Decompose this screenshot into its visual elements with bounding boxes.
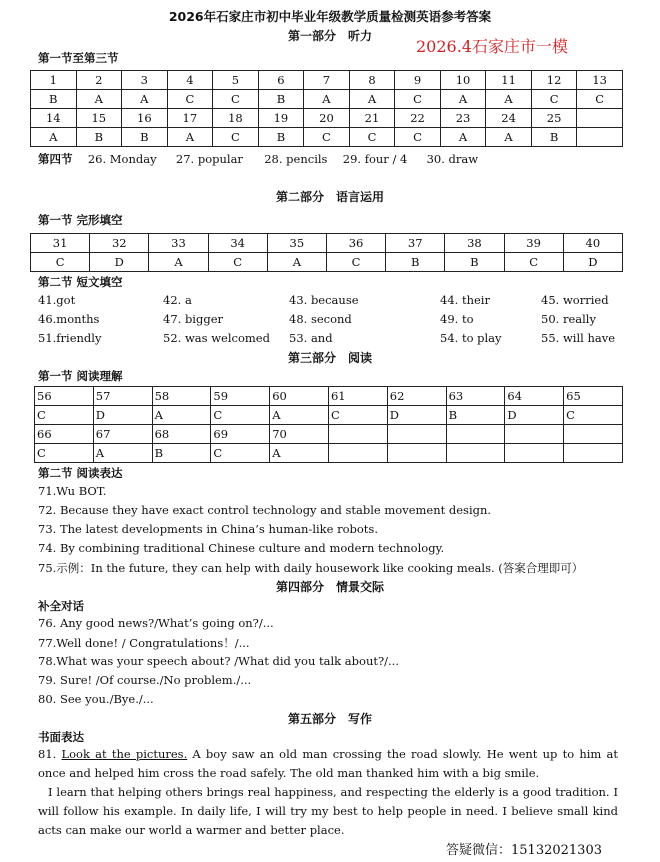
part3-title: 第三部分 阅读: [287, 351, 372, 365]
fill-answer: 43. because: [289, 293, 359, 307]
essay-paragraph-1: [38, 745, 618, 783]
section4-label: 第四节: [38, 152, 73, 166]
reading-cell: 60: [270, 387, 329, 406]
reading-cell: [387, 444, 446, 463]
listening-row: [31, 109, 623, 128]
listening-cell: C: [531, 90, 577, 109]
listening-cell: B: [31, 90, 77, 109]
reading-expression-title: 第二节 阅读表达: [38, 466, 123, 480]
listening-cell: 18: [213, 109, 259, 128]
fill-answer: 46.months: [38, 312, 100, 326]
listening-cell: 13: [577, 71, 623, 90]
listening-cell: 2: [76, 71, 122, 90]
reading-cell: B: [446, 406, 505, 425]
listening-cell: 14: [31, 109, 77, 128]
fill-answer: 41.got: [38, 293, 76, 307]
reading-cell: [505, 444, 564, 463]
cloze-cell: B: [386, 253, 445, 272]
cloze-cell: 36: [326, 234, 385, 253]
listening-cell: B: [258, 128, 304, 147]
reading-section-title: 第一节 阅读理解: [38, 369, 123, 383]
reading-cell: [564, 444, 623, 463]
fill-answer: 44. their: [440, 293, 490, 307]
cloze-cell: 33: [149, 234, 208, 253]
fill-answer: 48. second: [289, 312, 352, 326]
contact-info: 答疑微信：15132021303: [446, 843, 602, 858]
expression-answer: 75.示例：In the future, they can help with daily housework like cooking meals. (答案合理即可）: [38, 561, 584, 575]
reading-cell: A: [270, 444, 329, 463]
cloze-cell: 35: [267, 234, 326, 253]
listening-cell: B: [122, 128, 168, 147]
reading-cell: 59: [211, 387, 270, 406]
listening-cell: B: [258, 90, 304, 109]
reading-cell: C: [328, 406, 387, 425]
listening-cell: 15: [76, 109, 122, 128]
cloze-cell: C: [504, 253, 563, 272]
reading-row: [35, 444, 623, 463]
reading-cell: [446, 444, 505, 463]
fill-answer: 55. will have: [541, 331, 616, 345]
reading-cell: D: [93, 406, 152, 425]
fill-answer: 50. really: [541, 312, 596, 326]
listening-cell: B: [531, 128, 577, 147]
reading-cell: 64: [505, 387, 564, 406]
cloze-cell: B: [445, 253, 504, 272]
writing-section-title: 书面表达: [38, 730, 84, 744]
listening-cell: 3: [122, 71, 168, 90]
listening-cell: C: [577, 90, 623, 109]
reading-cell: A: [93, 444, 152, 463]
dialogue-answer: 80. See you./Bye./...: [38, 692, 154, 706]
listening-cell: 16: [122, 109, 168, 128]
expression-answer: 74. By combining traditional Chinese culture and modern technology.: [38, 541, 445, 555]
reading-cell: 63: [446, 387, 505, 406]
fill-answer: 47. bigger: [163, 312, 224, 326]
listening-cell: 5: [213, 71, 259, 90]
listening-cell: A: [167, 128, 213, 147]
fill-answer: 49. to: [440, 312, 474, 326]
listening-cell: A: [349, 90, 395, 109]
reading-cell: 68: [152, 425, 211, 444]
listening-answer-table: [30, 70, 623, 147]
reading-row: [35, 387, 623, 406]
part1-title: 第一部分 听力: [287, 29, 372, 43]
expression-answer: 71.Wu BOT.: [38, 484, 107, 498]
part1-section-title: 第一节至第三节: [38, 51, 119, 65]
cloze-cell: 40: [563, 234, 622, 253]
doc-title: 2026年石家庄市初中毕业年级教学质量检测英语参考答案: [168, 9, 492, 24]
cloze-cell: C: [326, 253, 385, 272]
reading-cell: C: [35, 406, 94, 425]
reading-row: [35, 425, 623, 444]
cloze-cell: C: [31, 253, 90, 272]
listening-cell: A: [304, 90, 350, 109]
reading-cell: C: [35, 444, 94, 463]
reading-cell: D: [505, 406, 564, 425]
fill-answer: 54. to play: [440, 331, 502, 345]
listening-cell: 21: [349, 109, 395, 128]
cloze-cell: D: [563, 253, 622, 272]
fill-answer: 45. worried: [541, 293, 609, 307]
part4-title: 第四部分 情景交际: [275, 580, 384, 594]
reading-cell: 69: [211, 425, 270, 444]
fill-answer: 52. was welcomed: [163, 331, 270, 345]
reading-cell: [505, 425, 564, 444]
reading-cell: D: [387, 406, 446, 425]
fill-answer: 42. a: [163, 293, 192, 307]
listening-cell: A: [31, 128, 77, 147]
listening-cell: 11: [486, 71, 532, 90]
listening-cell: A: [122, 90, 168, 109]
fill-answer: 51.friendly: [38, 331, 102, 345]
listening-row: [31, 128, 623, 147]
reading-cell: C: [564, 406, 623, 425]
reading-cell: 66: [35, 425, 94, 444]
cloze-cell: 37: [386, 234, 445, 253]
reading-cell: [387, 425, 446, 444]
expression-answer: 72. Because they have exact control technology and stable movement design.: [38, 503, 492, 517]
reading-cell: 65: [564, 387, 623, 406]
reading-cell: C: [211, 444, 270, 463]
listening-cell: 7: [304, 71, 350, 90]
listening-cell: [577, 128, 623, 147]
listening-cell: C: [167, 90, 213, 109]
reading-answer-table: [34, 386, 623, 463]
reading-cell: 62: [387, 387, 446, 406]
cloze-cell: D: [90, 253, 149, 272]
listening-cell: A: [486, 90, 532, 109]
reading-cell: [328, 425, 387, 444]
listening-cell: 4: [167, 71, 213, 90]
reading-cell: B: [152, 444, 211, 463]
listening-cell: C: [395, 128, 441, 147]
reading-row: [35, 406, 623, 425]
listening-cell: A: [486, 128, 532, 147]
answer-30: 30. draw: [426, 152, 479, 166]
listening-cell: C: [213, 128, 259, 147]
reading-cell: A: [152, 406, 211, 425]
listening-cell: 24: [486, 109, 532, 128]
listening-row: [31, 90, 623, 109]
listening-cell: C: [349, 128, 395, 147]
listening-cell: 17: [167, 109, 213, 128]
cloze-row: [31, 234, 623, 253]
answer-29: 29. four / 4: [342, 152, 408, 166]
cloze-cell: C: [208, 253, 267, 272]
essay-number: 81.: [38, 747, 62, 761]
cloze-section-title: 第一节 完形填空: [38, 213, 123, 227]
reading-cell: 61: [328, 387, 387, 406]
cloze-cell: A: [267, 253, 326, 272]
cloze-cell: 31: [31, 234, 90, 253]
fill-answer: 53. and: [289, 331, 333, 345]
part2-title: 第二部分 语言运用: [275, 190, 384, 204]
reading-cell: 67: [93, 425, 152, 444]
fill-section-title: 第二节 短文填空: [38, 275, 123, 289]
listening-cell: [577, 109, 623, 128]
cloze-answer-table: [30, 233, 623, 272]
listening-cell: C: [395, 90, 441, 109]
listening-cell: C: [304, 128, 350, 147]
exam-stamp: 2026.4石家庄市一模: [416, 37, 568, 56]
dialogue-answer: 78.What was your speech about? /What did you talk about?/...: [38, 654, 399, 668]
listening-cell: 10: [440, 71, 486, 90]
listening-cell: 20: [304, 109, 350, 128]
reading-cell: [446, 425, 505, 444]
essay-intro: Look at the pictures.: [61, 747, 188, 761]
cloze-cell: 32: [90, 234, 149, 253]
cloze-cell: 39: [504, 234, 563, 253]
listening-cell: 23: [440, 109, 486, 128]
cloze-cell: A: [149, 253, 208, 272]
listening-cell: 12: [531, 71, 577, 90]
answer-27: 27. popular: [175, 152, 243, 166]
essay-paragraph-2: I learn that helping others brings real happiness, and respecting the elderly is a good tradition. I will follow his example. In daily life, I will try my best to help people in need. I believe small kind acts can make our world a warmer and better place.: [38, 785, 618, 837]
dialogue-section-title: 补全对话: [38, 599, 84, 613]
dialogue-answer: 79. Sure! /Of course./No problem./...: [38, 673, 252, 687]
listening-cell: 22: [395, 109, 441, 128]
listening-cell: 1: [31, 71, 77, 90]
reading-cell: 57: [93, 387, 152, 406]
reading-cell: 58: [152, 387, 211, 406]
reading-cell: 56: [35, 387, 94, 406]
listening-cell: A: [440, 90, 486, 109]
listening-cell: 8: [349, 71, 395, 90]
listening-cell: 9: [395, 71, 441, 90]
reading-cell: 70: [270, 425, 329, 444]
expression-answer: 73. The latest developments in China’s human-like robots.: [38, 522, 378, 536]
listening-cell: 25: [531, 109, 577, 128]
listening-cell: C: [213, 90, 259, 109]
listening-cell: A: [440, 128, 486, 147]
cloze-row: [31, 253, 623, 272]
listening-cell: B: [76, 128, 122, 147]
answer-28: 28. pencils: [264, 152, 328, 166]
reading-cell: A: [270, 406, 329, 425]
listening-cell: 6: [258, 71, 304, 90]
reading-cell: [564, 425, 623, 444]
answer-26: 26. Monday: [87, 152, 157, 166]
reading-cell: [328, 444, 387, 463]
reading-cell: C: [211, 406, 270, 425]
listening-row: [31, 71, 623, 90]
essay-body-1: A boy saw an old man crossing the road slowly. He went up to him at once and helped him cross the road safely. The old man thanked him with a big smile.: [38, 747, 619, 780]
listening-cell: A: [76, 90, 122, 109]
cloze-cell: 38: [445, 234, 504, 253]
dialogue-answer: 76. Any good news?/What’s going on?/...: [38, 616, 274, 630]
listening-section4: [38, 151, 478, 167]
dialogue-answer: 77.Well done! / Congratulations！/...: [38, 636, 250, 650]
cloze-cell: 34: [208, 234, 267, 253]
part5-title: 第五部分 写作: [287, 712, 372, 726]
listening-cell: 19: [258, 109, 304, 128]
